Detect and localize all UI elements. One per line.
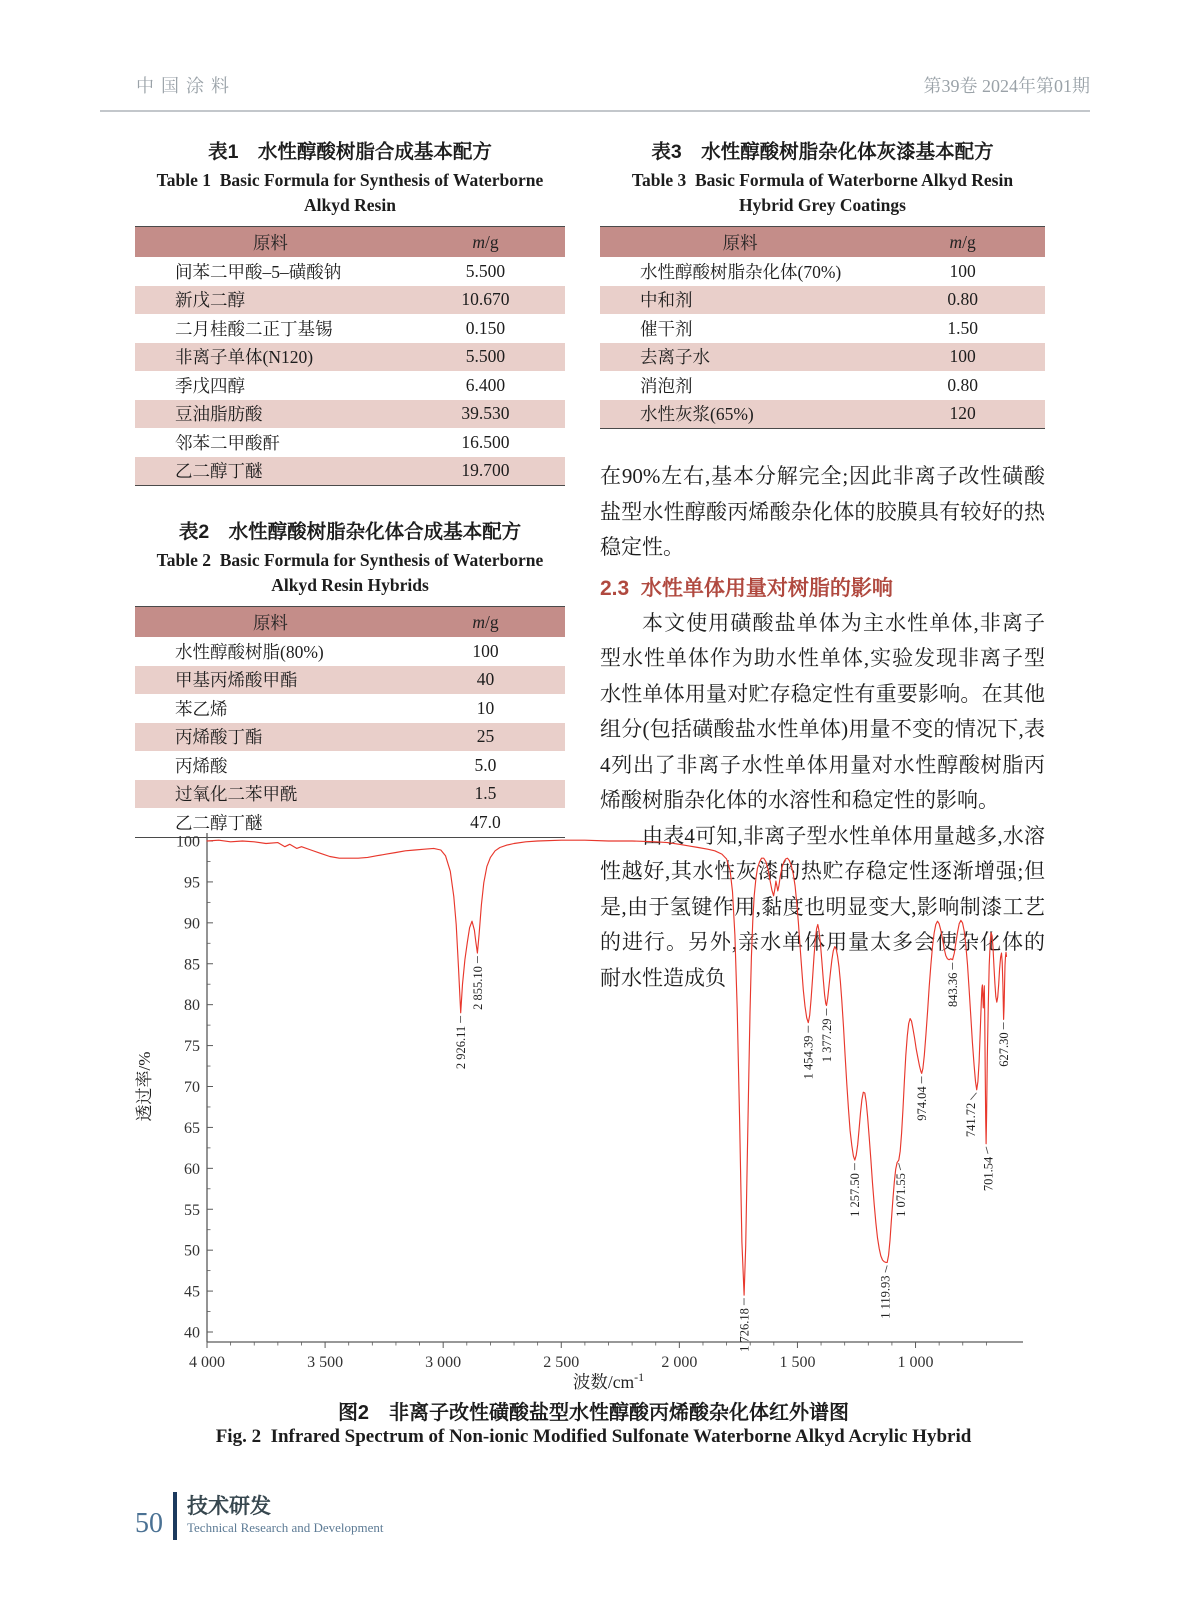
amount-cell: 10.670 xyxy=(461,289,510,310)
peak-leader-line xyxy=(885,1265,887,1272)
journal-title: 中国涂料 xyxy=(136,76,236,96)
table-row xyxy=(135,751,565,780)
ingredient-cell: 季戊四醇 xyxy=(175,375,245,396)
y-tick-label: 90 xyxy=(184,915,200,933)
table1-block xyxy=(135,136,565,486)
y-tick-label: 50 xyxy=(184,1242,200,1260)
y-tick-label: 75 xyxy=(184,1038,200,1056)
ingredient-cell: 豆油脂肪酸 xyxy=(175,404,263,425)
table2-title-en-line1: Table 2 Basic Formula for Synthesis of Waterborne xyxy=(156,550,544,570)
table2-block xyxy=(135,516,565,838)
column-header: m/g xyxy=(880,227,1045,258)
peak-label: 2 926.11 xyxy=(454,1025,469,1070)
table2 xyxy=(135,606,565,838)
table1-title-en-line1: Table 1 Basic Formula for Synthesis of Waterborne xyxy=(156,170,544,190)
amount-cell: 39.530 xyxy=(461,403,510,424)
amount-cell: 100 xyxy=(949,260,976,281)
y-tick-label: 45 xyxy=(184,1283,200,1301)
y-tick-label: 40 xyxy=(184,1324,200,1342)
footer-divider-bar xyxy=(173,1492,177,1540)
peak-label: 1 119.93 xyxy=(878,1275,893,1319)
table-row xyxy=(600,286,1045,315)
ingredient-cell: 水性醇酸树脂(80%) xyxy=(175,641,324,662)
column-header: 原料 xyxy=(135,607,406,638)
column-header: 原料 xyxy=(600,227,880,258)
ingredient-cell: 中和剂 xyxy=(640,290,693,311)
footer-section-en: Technical Research and Development xyxy=(187,1520,384,1535)
spectrum-line xyxy=(207,840,1007,1295)
table1-title-en-line2: Alkyd Resin xyxy=(304,195,396,215)
table-header-row xyxy=(135,227,565,258)
amount-cell: 5.500 xyxy=(465,260,506,281)
ingredient-cell: 乙二醇丁醚 xyxy=(175,461,263,482)
table-row xyxy=(135,257,565,286)
peak-label: 1 257.50 xyxy=(848,1173,863,1217)
peak-label: 1 726.18 xyxy=(737,1308,752,1352)
table-row xyxy=(135,457,565,486)
amount-cell: 47.0 xyxy=(470,811,501,832)
body-paragraph-1: 在90%左右,基本分解完全;因此非离子改性磺酸盐型水性醇酸丙烯酸杂化体的胶膜具有较好的热稳定性。 xyxy=(600,464,1045,559)
y-tick-label: 95 xyxy=(184,874,200,892)
table3-block xyxy=(600,136,1045,429)
column-header: 原料 xyxy=(135,227,406,258)
y-tick-label: 65 xyxy=(184,1119,200,1137)
y-tick-label: 80 xyxy=(184,997,200,1015)
peak-label: 741.72 xyxy=(964,1102,979,1138)
y-tick-label: 85 xyxy=(184,956,200,974)
table-row xyxy=(600,343,1045,372)
amount-cell: 5.0 xyxy=(474,754,497,775)
table-row xyxy=(600,257,1045,286)
table2-title-cn: 表2 水性醇酸树脂杂化体合成基本配方 xyxy=(178,521,522,543)
table3-title-cn: 表3 水性醇酸树脂杂化体灰漆基本配方 xyxy=(651,141,994,163)
table-row xyxy=(135,666,565,695)
ingredient-cell: 邻苯二甲酸酐 xyxy=(175,432,280,453)
table1 xyxy=(135,226,565,486)
ingredient-cell: 去离子水 xyxy=(640,347,710,368)
ingredient-cell: 水性醇酸树脂杂化体(70%) xyxy=(640,261,842,282)
peak-leader-line xyxy=(986,1147,988,1154)
table-row xyxy=(135,371,565,400)
amount-cell: 19.700 xyxy=(461,460,510,481)
page-number: 50 xyxy=(135,1508,163,1539)
peak-label: 974.04 xyxy=(915,1086,930,1121)
y-tick-label: 100 xyxy=(176,833,200,851)
x-tick-label: 1 500 xyxy=(779,1354,816,1371)
table3-title-en-line1: Table 3 Basic Formula of Waterborne Alkyd Resin xyxy=(631,170,1014,190)
ingredient-cell: 乙二醇丁醚 xyxy=(175,812,263,833)
table-row xyxy=(135,286,565,315)
y-tick-label: 55 xyxy=(184,1201,200,1219)
ingredient-cell: 非离子单体(N120) xyxy=(175,347,314,368)
x-tick-label: 2 000 xyxy=(661,1354,698,1371)
peak-label: 843.36 xyxy=(946,972,961,1008)
issue-info: 第39卷 2024年第01期 xyxy=(923,76,1090,96)
table-row xyxy=(135,723,565,752)
figure2-caption-cn: 图2 非离子改性磺酸盐型水性醇酸丙烯酸杂化体红外谱图 xyxy=(337,1402,850,1424)
peak-label: 2 855.10 xyxy=(470,966,485,1010)
peak-label: 1 377.29 xyxy=(819,1018,834,1063)
table-row xyxy=(135,314,565,343)
ingredient-cell: 二月桂酸二正丁基锡 xyxy=(175,318,333,339)
ingredient-cell: 过氧化二苯甲酰 xyxy=(175,784,298,805)
peak-label: 1 454.39 xyxy=(801,1035,816,1080)
figure2-caption-en: Fig. 2 Infrared Spectrum of Non-ionic Modified Sulfonate Waterborne Alkyd Acrylic Hybrid xyxy=(215,1426,972,1447)
y-axis-title: 透过率/% xyxy=(135,1051,154,1122)
amount-cell: 0.80 xyxy=(947,374,978,395)
amount-cell: 25 xyxy=(476,726,495,747)
footer-section xyxy=(187,1495,384,1537)
peak-leader-line xyxy=(899,1163,901,1170)
amount-cell: 0.80 xyxy=(947,289,978,310)
peak-leader-line xyxy=(971,1093,977,1100)
ingredient-cell: 甲基丙烯酸甲酯 xyxy=(175,670,298,691)
table-row xyxy=(135,694,565,723)
section-heading-2-3: 2.3 水性单体用量对树脂的影响 xyxy=(600,576,893,600)
y-tick-label: 70 xyxy=(184,1079,200,1096)
table-row xyxy=(600,400,1045,429)
body-paragraph-3: 由表4可知,非离子型水性单体用量越多,水溶性越好,其水性灰漆的热贮存稳定性逐渐增强;但是,由于氢键作用,黏度也明显变大,影响制漆工艺的进行。另外,亲水单体用量太多会使杂化体的耐水性造成负 xyxy=(600,823,1045,990)
table1-title-cn: 表1 水性醇酸树脂合成基本配方 xyxy=(208,141,492,163)
x-tick-label: 1 000 xyxy=(897,1354,934,1371)
peak-label: 701.54 xyxy=(981,1156,996,1192)
amount-cell: 40 xyxy=(476,669,495,690)
ingredient-cell: 苯乙烯 xyxy=(175,698,228,719)
table-row xyxy=(600,314,1045,343)
ingredient-cell: 间苯二甲酸–5–磺酸钠 xyxy=(175,261,342,282)
amount-cell: 0.150 xyxy=(465,317,506,338)
table2-title-en-line2: Alkyd Resin Hybrids xyxy=(271,575,429,595)
column-header: m/g xyxy=(406,607,565,638)
footer-section-cn: 技术研发 xyxy=(187,1495,271,1518)
ingredient-cell: 丙烯酸 xyxy=(175,755,228,776)
amount-cell: 120 xyxy=(949,403,976,424)
ingredient-cell: 丙烯酸丁酯 xyxy=(175,727,263,748)
column-header: m/g xyxy=(406,227,565,258)
amount-cell: 10 xyxy=(476,697,495,718)
peak-label: 627.30 xyxy=(997,1032,1012,1067)
amount-cell: 100 xyxy=(949,346,976,367)
y-tick-label: 60 xyxy=(184,1160,200,1178)
page-footer xyxy=(135,1492,384,1540)
x-tick-label: 3 500 xyxy=(307,1354,344,1371)
table-row xyxy=(135,400,565,429)
table3-title-en-line2: Hybrid Grey Coatings xyxy=(739,195,906,215)
amount-cell: 1.50 xyxy=(947,317,978,338)
table-row xyxy=(135,780,565,809)
ingredient-cell: 消泡剂 xyxy=(640,375,693,396)
ingredient-cell: 新戊二醇 xyxy=(175,290,245,311)
ir-spectrum-svg xyxy=(120,825,1070,1397)
x-axis-title: 波数$/cm^{-1}$ xyxy=(572,1370,645,1392)
amount-cell: 16.500 xyxy=(461,431,510,452)
table-header-row xyxy=(135,607,565,638)
amount-cell: 5.500 xyxy=(465,346,506,367)
amount-cell: 100 xyxy=(472,640,499,661)
table-row xyxy=(600,371,1045,400)
ir-spectrum-figure xyxy=(120,825,1070,1397)
amount-cell: 6.400 xyxy=(465,374,506,395)
table3 xyxy=(600,226,1045,429)
table-row xyxy=(135,343,565,372)
x-tick-label: 3 000 xyxy=(425,1354,462,1371)
ingredient-cell: 催干剂 xyxy=(640,318,693,339)
peak-label: 1 071.55 xyxy=(894,1173,909,1217)
amount-cell: 1.5 xyxy=(474,783,497,804)
x-tick-label: 2 500 xyxy=(543,1354,580,1371)
table-row xyxy=(135,428,565,457)
x-tick-label: 4 000 xyxy=(189,1354,225,1371)
ingredient-cell: 水性灰浆(65%) xyxy=(640,404,754,425)
table-header-row xyxy=(600,227,1045,258)
table-row xyxy=(135,637,565,666)
body-paragraph-2: 本文使用磺酸盐单体为主水性单体,非离子型水性单体作为助水性单体,实验发现非离子型水性单体用量对贮存稳定性有重要影响。在其他组分(包括磺酸盐水性单体)用量不变的情况下,表4列出了非离子水性单体用量对水性醇酸树脂丙烯酸树脂杂化体的水溶性和稳定性的影响。 xyxy=(600,610,1045,812)
page-header xyxy=(100,72,1090,112)
